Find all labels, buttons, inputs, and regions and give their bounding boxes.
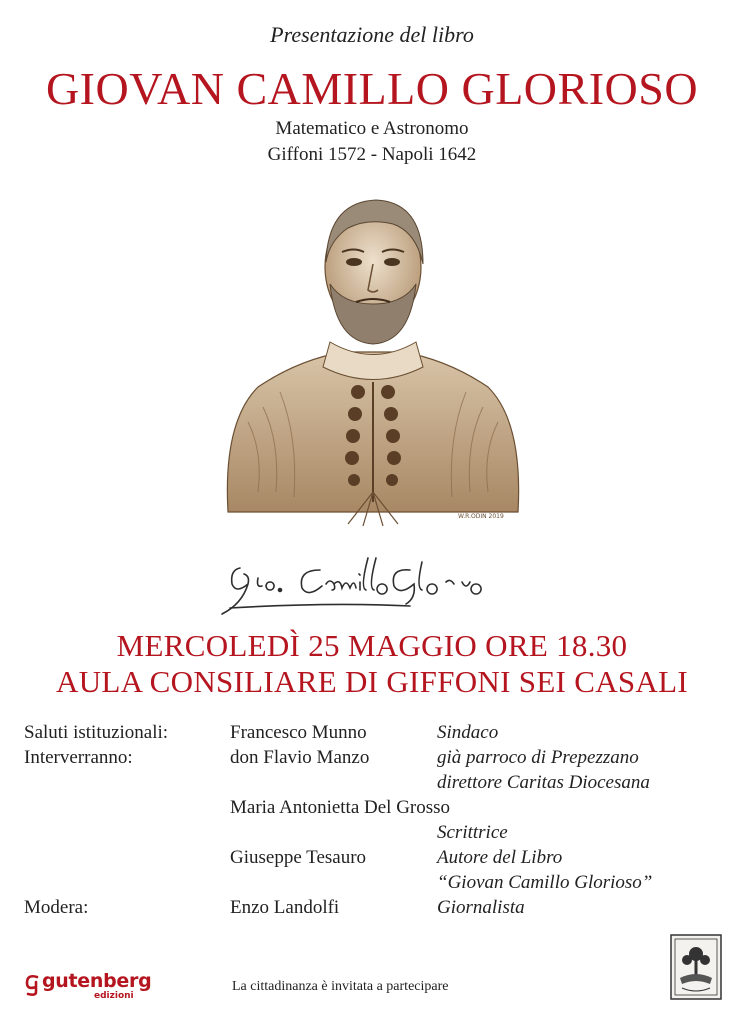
publisher-subtitle: edizioni — [94, 991, 134, 1001]
handwritten-signature — [210, 548, 540, 618]
subtitle-dates: Giffoni 1572 - Napoli 1642 — [267, 144, 477, 165]
invitation-text: La cittadinanza è invitata a partecipare — [232, 979, 449, 994]
program-speaker: Enzo Landolfi — [230, 897, 340, 918]
intro-text: Presentazione del libro — [270, 22, 474, 47]
program-speaker: Francesco Munno — [230, 722, 367, 743]
program-role: Sindaco — [437, 722, 499, 743]
event-location: AULA CONSILIARE DI GIFFONI SEI CASALI — [56, 664, 688, 699]
program-speaker: don Flavio Manzo — [230, 747, 370, 768]
program-role: Scrittrice — [437, 822, 508, 843]
program-speaker: Giuseppe Tesauro — [230, 847, 367, 868]
gutenberg-logo-icon — [24, 972, 40, 996]
subtitle-profession: Matematico e Astronomo — [275, 118, 469, 139]
program-role: Giornalista — [437, 897, 525, 918]
program-role: già parroco di Prepezzano — [437, 747, 639, 768]
event-date-time: MERCOLEDÌ 25 MAGGIO ORE 18.30 — [116, 628, 628, 663]
municipal-emblem-icon — [670, 934, 722, 1000]
program-role: “Giovan Camillo Glorioso” — [437, 872, 653, 893]
program-role: Autore del Libro — [437, 847, 563, 868]
publisher-logo — [24, 972, 164, 1012]
program-label: Modera: — [24, 897, 89, 918]
program-role: direttore Caritas Diocesana — [437, 772, 650, 793]
publisher-name: gutenberg — [42, 970, 152, 992]
artist-mark: W.R.ODIN 2019 — [458, 513, 504, 520]
portrait-engraving — [218, 192, 528, 527]
book-title: GIOVAN CAMILLO GLORIOSO — [45, 63, 699, 114]
program-speaker: Maria Antonietta Del Grosso — [230, 797, 451, 818]
program-label: Interverranno: — [24, 747, 133, 768]
program-label: Saluti istituzionali: — [24, 722, 169, 743]
